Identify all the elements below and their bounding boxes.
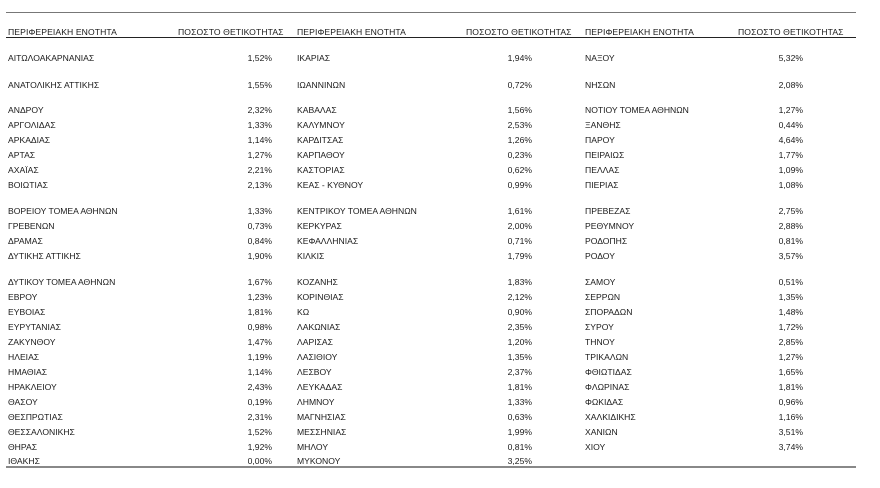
region-name: ΚΕΝΤΡΙΚΟΥ ΤΟΜΕΑ ΑΘΗΝΩΝ	[297, 206, 417, 216]
region-name: ΡΟΔΟΠΗΣ	[585, 236, 628, 246]
region-name: ΚΑΡΔΙΤΣΑΣ	[297, 135, 344, 145]
positivity-rate: 0,62%	[507, 165, 532, 175]
region-name: ΡΕΘΥΜΝΟΥ	[585, 221, 635, 231]
region-name: ΛΗΜΝΟΥ	[297, 397, 335, 407]
column-header-region-3: ΠΕΡΙΦΕΡΕΙΑΚΗ ΕΝΟΤΗΤΑ	[585, 27, 694, 37]
region-name: ΒΟΙΩΤΙΑΣ	[8, 180, 48, 190]
positivity-rate: 0,71%	[507, 236, 532, 246]
positivity-rate: 1,14%	[247, 135, 272, 145]
region-name: ΝΟΤΙΟΥ ΤΟΜΕΑ ΑΘΗΝΩΝ	[585, 105, 689, 115]
region-name: ΑΝΑΤΟΛΙΚΗΣ ΑΤΤΙΚΗΣ	[8, 80, 100, 90]
positivity-rate: 0,90%	[507, 307, 532, 317]
positivity-rate: 0,19%	[247, 397, 272, 407]
positivity-rate: 1,81%	[507, 382, 532, 392]
region-name: ΕΥΡΥΤΑΝΙΑΣ	[8, 322, 61, 332]
positivity-rate: 1,27%	[778, 105, 803, 115]
positivity-rate: 1,52%	[247, 427, 272, 437]
positivity-rate: 1,92%	[247, 442, 272, 452]
region-name: ΜΥΚΟΝΟΥ	[297, 456, 341, 466]
positivity-rate: 1,81%	[247, 307, 272, 317]
region-name: ΗΜΑΘΙΑΣ	[8, 367, 48, 377]
positivity-rate: 1,67%	[247, 277, 272, 287]
region-name: ΦΘΙΩΤΙΔΑΣ	[585, 367, 632, 377]
region-name: ΕΒΡΟΥ	[8, 292, 38, 302]
positivity-rate: 1,35%	[778, 292, 803, 302]
positivity-rate: 1,20%	[507, 337, 532, 347]
region-name: ΦΛΩΡΙΝΑΣ	[585, 382, 630, 392]
region-name: ΘΑΣΟΥ	[8, 397, 38, 407]
positivity-rate: 1,14%	[247, 367, 272, 377]
positivity-rate: 0,84%	[247, 236, 272, 246]
region-name: ΧΑΛΚΙΔΙΚΗΣ	[585, 412, 636, 422]
region-name: ΜΑΓΝΗΣΙΑΣ	[297, 412, 346, 422]
positivity-rate: 1,79%	[507, 251, 532, 261]
positivity-rate: 1,08%	[778, 180, 803, 190]
region-name: ΚΕΑΣ - ΚΥΘΝΟΥ	[297, 180, 364, 190]
region-name: ΚΟΡΙΝΘΙΑΣ	[297, 292, 344, 302]
region-name: ΝΗΣΩΝ	[585, 80, 616, 90]
region-name: ΑΡΓΟΛΙΔΑΣ	[8, 120, 56, 130]
region-name: ΜΗΛΟΥ	[297, 442, 329, 452]
region-name: ΘΗΡΑΣ	[8, 442, 38, 452]
region-name: ΔΡΑΜΑΣ	[8, 236, 43, 246]
region-name: ΧΙΟΥ	[585, 442, 606, 452]
positivity-rate: 1,27%	[247, 150, 272, 160]
region-name: ΑΝΔΡΟΥ	[8, 105, 44, 115]
positivity-rate: 1,09%	[778, 165, 803, 175]
column-header-region-2: ΠΕΡΙΦΕΡΕΙΑΚΗ ΕΝΟΤΗΤΑ	[297, 27, 406, 37]
positivity-rate: 3,51%	[778, 427, 803, 437]
region-name: ΠΕΙΡΑΙΩΣ	[585, 150, 625, 160]
positivity-rate: 1,33%	[507, 397, 532, 407]
region-name: ΒΟΡΕΙΟΥ ΤΟΜΕΑ ΑΘΗΝΩΝ	[8, 206, 118, 216]
region-name: ΘΕΣΣΑΛΟΝΙΚΗΣ	[8, 427, 75, 437]
region-name: ΤΡΙΚΑΛΩΝ	[585, 352, 629, 362]
positivity-rate: 0,73%	[247, 221, 272, 231]
region-name: ΗΡΑΚΛΕΙΟΥ	[8, 382, 57, 392]
region-name: ΠΡΕΒΕΖΑΣ	[585, 206, 631, 216]
header-rule	[6, 37, 856, 38]
region-name: ΙΚΑΡΙΑΣ	[297, 53, 331, 63]
region-name: ΛΕΥΚΑΔΑΣ	[297, 382, 343, 392]
positivity-rate: 1,56%	[507, 105, 532, 115]
positivity-rate: 1,35%	[507, 352, 532, 362]
region-name: ΓΡΕΒΕΝΩΝ	[8, 221, 55, 231]
column-header-region-1: ΠΕΡΙΦΕΡΕΙΑΚΗ ΕΝΟΤΗΤΑ	[8, 27, 117, 37]
region-name: ΑΧΑΪΑΣ	[8, 165, 39, 175]
positivity-rate: 0,51%	[778, 277, 803, 287]
positivity-rate: 1,27%	[778, 352, 803, 362]
region-name: ΠΕΛΛΑΣ	[585, 165, 620, 175]
region-name: ΑΡΚΑΔΙΑΣ	[8, 135, 51, 145]
positivity-rate: 4,64%	[778, 135, 803, 145]
region-name: ΣΑΜΟΥ	[585, 277, 616, 287]
region-name: ΚΑΡΠΑΘΟΥ	[297, 150, 345, 160]
region-name: ΠΙΕΡΙΑΣ	[585, 180, 619, 190]
region-name: ΚΑΛΥΜΝΟΥ	[297, 120, 345, 130]
positivity-rate: 1,94%	[507, 53, 532, 63]
region-name: ΔΥΤΙΚΟΥ ΤΟΜΕΑ ΑΘΗΝΩΝ	[8, 277, 116, 287]
positivity-rate: 1,65%	[778, 367, 803, 377]
positivity-rate: 1,72%	[778, 322, 803, 332]
region-name: ΠΑΡΟΥ	[585, 135, 615, 145]
positivity-rate: 2,75%	[778, 206, 803, 216]
positivity-rate: 1,77%	[778, 150, 803, 160]
region-name: ΛΕΣΒΟΥ	[297, 367, 332, 377]
positivity-rate: 1,19%	[247, 352, 272, 362]
column-header-rate-1: ΠΟΣΟΣΤΟ ΘΕΤΙΚΟΤΗΤΑΣ	[178, 27, 284, 37]
positivity-rate: 1,33%	[247, 120, 272, 130]
positivity-rate: 0,81%	[507, 442, 532, 452]
region-name: ΚΟΖΑΝΗΣ	[297, 277, 338, 287]
positivity-rate: 0,96%	[778, 397, 803, 407]
positivity-rate: 1,16%	[778, 412, 803, 422]
positivity-rate: 2,37%	[507, 367, 532, 377]
positivity-rate: 2,00%	[507, 221, 532, 231]
region-name: ΧΑΝΙΩΝ	[585, 427, 618, 437]
region-name: ΚΕΦΑΛΛΗΝΙΑΣ	[297, 236, 359, 246]
region-name: ΚΑΒΑΛΑΣ	[297, 105, 337, 115]
positivity-rate: 3,25%	[507, 456, 532, 466]
region-name: ΑΙΤΩΛΟΑΚΑΡΝΑΝΙΑΣ	[8, 53, 95, 63]
column-header-rate-2: ΠΟΣΟΣΤΟ ΘΕΤΙΚΟΤΗΤΑΣ	[466, 27, 572, 37]
region-name: ΝΑΞΟΥ	[585, 53, 615, 63]
positivity-rate: 3,57%	[778, 251, 803, 261]
positivity-rate: 0,00%	[247, 456, 272, 466]
positivity-rate: 0,23%	[507, 150, 532, 160]
positivity-rate: 2,13%	[247, 180, 272, 190]
positivity-rate: 2,08%	[778, 80, 803, 90]
region-name: ΛΑΣΙΘΙΟΥ	[297, 352, 338, 362]
positivity-rate: 2,43%	[247, 382, 272, 392]
positivity-rate: 2,53%	[507, 120, 532, 130]
positivity-rate: 1,26%	[507, 135, 532, 145]
positivity-rate: 0,63%	[507, 412, 532, 422]
region-name: ΙΩΑΝΝΙΝΩΝ	[297, 80, 346, 90]
region-name: ΣΠΟΡΑΔΩΝ	[585, 307, 633, 317]
positivity-rate: 1,33%	[247, 206, 272, 216]
positivity-rate: 0,98%	[247, 322, 272, 332]
region-name: ΡΟΔΟΥ	[585, 251, 615, 261]
positivity-rate: 2,88%	[778, 221, 803, 231]
positivity-rate: 0,72%	[507, 80, 532, 90]
region-name: ΣΥΡΟΥ	[585, 322, 614, 332]
region-name: ΘΕΣΠΡΩΤΙΑΣ	[8, 412, 63, 422]
positivity-rate: 2,21%	[247, 165, 272, 175]
positivity-rate: 0,81%	[778, 236, 803, 246]
positivity-rate: 2,31%	[247, 412, 272, 422]
region-name: ΔΥΤΙΚΗΣ ΑΤΤΙΚΗΣ	[8, 251, 81, 261]
region-name: ΛΑΚΩΝΙΑΣ	[297, 322, 341, 332]
region-name: ΚΩ	[297, 307, 310, 317]
region-name: ΞΑΝΘΗΣ	[585, 120, 621, 130]
region-name: ΕΥΒΟΙΑΣ	[8, 307, 46, 317]
top-rule	[6, 12, 856, 13]
region-name: ΛΑΡΙΣΑΣ	[297, 337, 333, 347]
region-name: ΤΗΝΟΥ	[585, 337, 615, 347]
positivity-rate: 5,32%	[778, 53, 803, 63]
region-name: ΚΙΛΚΙΣ	[297, 251, 325, 261]
positivity-rate: 1,47%	[247, 337, 272, 347]
positivity-rate: 1,55%	[247, 80, 272, 90]
positivity-rate: 3,74%	[778, 442, 803, 452]
region-name: ΙΘΑΚΗΣ	[8, 456, 40, 466]
region-name: ΖΑΚΥΝΘΟΥ	[8, 337, 56, 347]
positivity-rate: 0,44%	[778, 120, 803, 130]
positivity-rate: 1,61%	[507, 206, 532, 216]
region-name: ΣΕΡΡΩΝ	[585, 292, 621, 302]
positivity-rate: 1,99%	[507, 427, 532, 437]
positivity-rate: 2,85%	[778, 337, 803, 347]
region-name: ΚΕΡΚΥΡΑΣ	[297, 221, 342, 231]
positivity-rate: 1,48%	[778, 307, 803, 317]
region-name: ΑΡΤΑΣ	[8, 150, 36, 160]
region-name: ΜΕΣΣΗΝΙΑΣ	[297, 427, 347, 437]
positivity-rate: 1,52%	[247, 53, 272, 63]
positivity-rate: 1,90%	[247, 251, 272, 261]
bottom-rule	[6, 466, 856, 468]
positivity-rate: 2,32%	[247, 105, 272, 115]
positivity-rate: 2,12%	[507, 292, 532, 302]
positivity-rate: 0,99%	[507, 180, 532, 190]
region-name: ΦΩΚΙΔΑΣ	[585, 397, 624, 407]
positivity-rate: 1,81%	[778, 382, 803, 392]
column-header-rate-3: ΠΟΣΟΣΤΟ ΘΕΤΙΚΟΤΗΤΑΣ	[738, 27, 844, 37]
region-name: ΚΑΣΤΟΡΙΑΣ	[297, 165, 345, 175]
positivity-rate: 1,83%	[507, 277, 532, 287]
region-name: ΗΛΕΙΑΣ	[8, 352, 40, 362]
positivity-rate: 1,23%	[247, 292, 272, 302]
positivity-rate: 2,35%	[507, 322, 532, 332]
